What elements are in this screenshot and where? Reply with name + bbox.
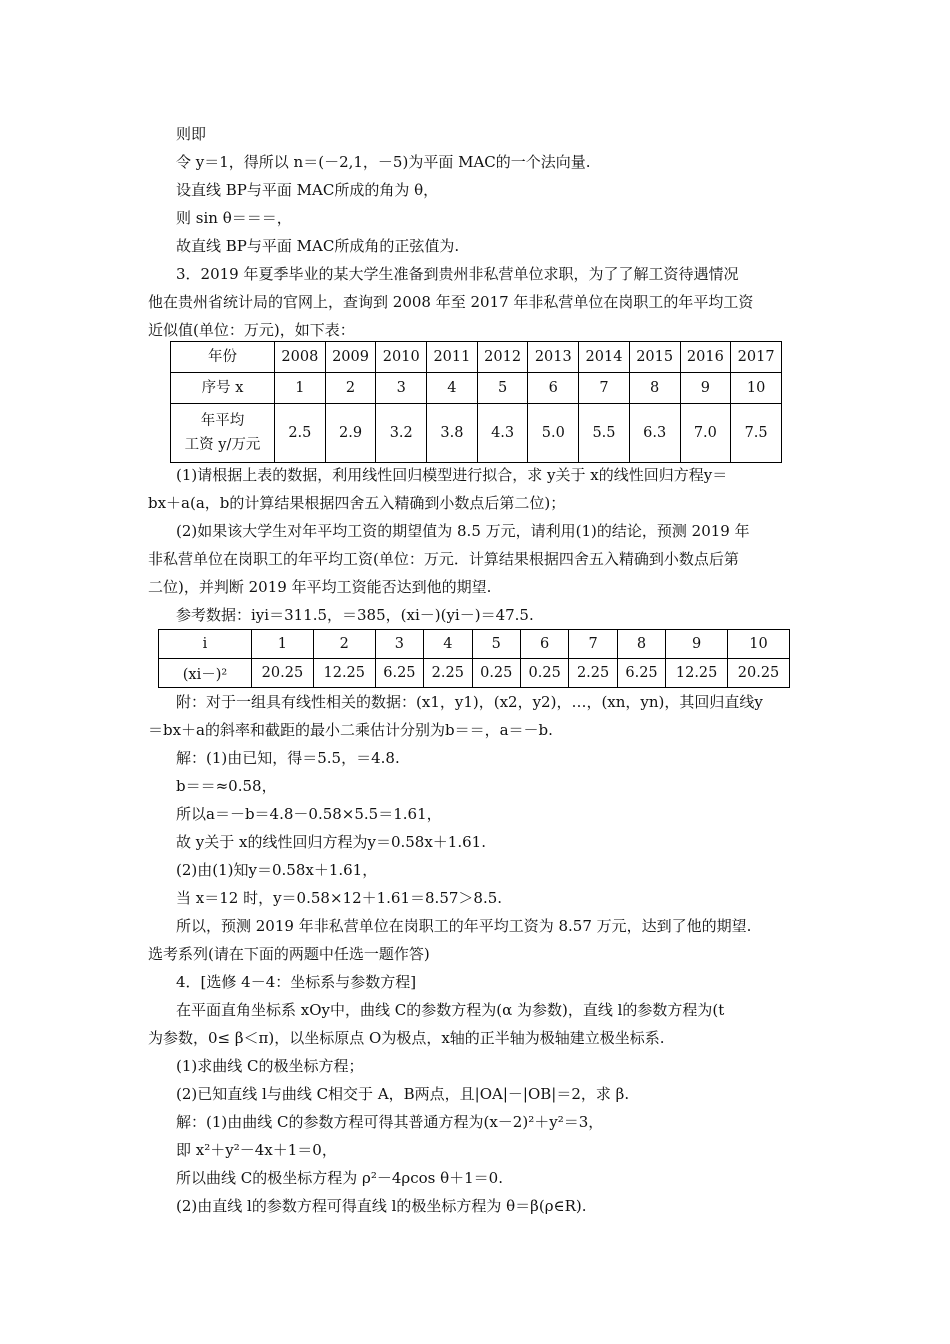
table-cell: 6.25 (375, 659, 423, 688)
table-row (171, 404, 782, 463)
table-cell: 8 (617, 630, 665, 659)
section-heading: 选考系列(请在下面的两题中任选一题作答) (148, 945, 430, 963)
table-cell: 5.0 (528, 404, 579, 463)
table-cell: 3.2 (376, 404, 427, 463)
text-line: (1)求曲线 C的极坐标方程； (176, 1057, 364, 1075)
table-cell: 10 (728, 630, 790, 659)
table-cell: 6 (520, 630, 568, 659)
table-cell: 7 (569, 630, 617, 659)
table-cell: 4.3 (477, 404, 528, 463)
text-line: 令 y＝1，得所以 n＝(－2,1，－5)为平面 MAC的一个法向量. (176, 153, 591, 171)
table-cell: 2.5 (275, 404, 326, 463)
table-cell: 2.25 (424, 659, 472, 688)
table-cell: 2016 (680, 342, 731, 373)
table-header-cell: i (159, 630, 252, 659)
text-line: ＝bx＋a的斜率和截距的最小二乘估计分别为b＝＝，a＝－b. (148, 721, 553, 739)
table-row (159, 630, 790, 659)
table-row (159, 659, 790, 688)
text-line: 故 y关于 x的线性回归方程为y＝0.58x＋1.61. (176, 833, 486, 851)
table-cell: 9 (680, 373, 731, 404)
table-cell: 2017 (731, 342, 782, 373)
table-cell: 8 (629, 373, 680, 404)
wage-table (170, 341, 782, 463)
table-cell: 20.25 (252, 659, 314, 688)
table-cell: 2.25 (569, 659, 617, 688)
text-line: 则即 (176, 125, 207, 143)
text-line: bx＋a(a，b的计算结果根据四舍五入精确到小数点后第二位)； (148, 494, 566, 512)
text-line: b＝＝≈0.58， (176, 777, 277, 795)
text-line: 解：(1)由曲线 C的参数方程可得其普通方程为(x－2)²＋y²＝3， (176, 1113, 604, 1131)
reference-table (158, 629, 790, 688)
problem-4-title: 4．[选修 4－4：坐标系与参数方程] (176, 973, 417, 991)
text-line: 设直线 BP与平面 MAC所成的角为 θ， (176, 181, 439, 199)
table-cell: 5.5 (579, 404, 630, 463)
table-cell: 6 (528, 373, 579, 404)
table-cell: 2008 (275, 342, 326, 373)
table-header-cell (171, 404, 275, 463)
table-cell: 10 (731, 373, 782, 404)
text-line: 近似值(单位：万元)，如下表： (148, 321, 355, 339)
table-cell: 20.25 (728, 659, 790, 688)
table-cell: 6.25 (617, 659, 665, 688)
table-cell: 0.25 (520, 659, 568, 688)
table-cell: 2 (313, 630, 375, 659)
text-line: 非私营单位在岗职工的年平均工资(单位：万元．计算结果根据四舍五入精确到小数点后第 (148, 550, 739, 568)
text-line: 当 x＝12 时，y＝0.58×12＋1.61＝8.57＞8.5. (176, 889, 503, 907)
text-line: 则 sin θ＝＝＝， (176, 209, 292, 227)
table-cell: 9 (666, 630, 728, 659)
table-cell: 2013 (528, 342, 579, 373)
table-header-cell: 年份 (171, 342, 275, 373)
text-line: (2)如果该大学生对年平均工资的期望值为 8.5 万元，请利用(1)的结论，预测 2019 年 (176, 522, 750, 540)
text-line: (2)已知直线 l与曲线 C相交于 A，B两点，且|OA|－|OB|＝2，求 β. (176, 1085, 630, 1103)
header-line: 工资 y/万元 (184, 437, 261, 453)
table-cell: 1 (252, 630, 314, 659)
table-cell: 1 (275, 373, 326, 404)
table-cell: 7 (579, 373, 630, 404)
text-line: 为参数，0≤ β＜π)，以坐标原点 O为极点，x轴的正半轴为极轴建立极坐标系. (148, 1029, 665, 1047)
text-line: 附：对于一组具有线性相关的数据：(x1，y1)，(x2，y2)，…，(xn，yn)，其回归直线y (176, 693, 763, 711)
text-line: 故直线 BP与平面 MAC所成角的正弦值为. (176, 237, 460, 255)
text-line: 解：(1)由已知，得＝5.5，＝4.8. (176, 749, 400, 767)
text-line: 所以，预测 2019 年非私营单位在岗职工的年平均工资为 8.57 万元，达到了他的期望. (176, 917, 752, 935)
problem-3-line: 3．2019 年夏季毕业的某大学生准备到贵州非私营单位求职，为了了解工资待遇情况 (176, 265, 739, 283)
table-cell: 7.5 (731, 404, 782, 463)
table-cell: 7.0 (680, 404, 731, 463)
table-cell: 0.25 (472, 659, 520, 688)
text-line: 参考数据：iyi＝311.5，＝385，(xi－)(yi－)＝47.5. (176, 606, 534, 624)
table-cell: 12.25 (313, 659, 375, 688)
table-cell: 2011 (427, 342, 478, 373)
text-line: (2)由(1)知y＝0.58x＋1.61， (176, 861, 378, 879)
table-cell: 4 (427, 373, 478, 404)
text-line: 即 x²＋y²－4x＋1＝0， (176, 1141, 337, 1159)
text-line: 在平面直角坐标系 xOy中，曲线 C的参数方程为(α 为参数)，直线 l的参数方程为(t (176, 1001, 725, 1019)
table-row (171, 342, 782, 373)
text-line: 二位)，并判断 2019 年平均工资能否达到他的期望. (148, 578, 492, 596)
table-cell: 3 (375, 630, 423, 659)
table-cell: 4 (424, 630, 472, 659)
table-cell: 2010 (376, 342, 427, 373)
text-line: 所以曲线 C的极坐标方程为 ρ²－4ρcos θ＋1＝0. (176, 1169, 503, 1187)
table-header-cell: (xi－)² (159, 659, 252, 688)
text-line: (1)请根据上表的数据，利用线性回归模型进行拟合，求 y关于 x的线性回归方程y＝ (176, 466, 728, 484)
table-cell: 3 (376, 373, 427, 404)
table-cell: 5 (477, 373, 528, 404)
table-cell: 6.3 (629, 404, 680, 463)
table-cell: 2014 (579, 342, 630, 373)
text-line: (2)由直线 l的参数方程可得直线 l的极坐标方程为 θ＝β(ρ∈R). (176, 1197, 587, 1215)
table-cell: 2012 (477, 342, 528, 373)
table-row (171, 373, 782, 404)
text-line: 所以a＝－b＝4.8－0.58×5.5＝1.61， (176, 805, 442, 823)
table-cell: 2 (325, 373, 376, 404)
table-cell: 3.8 (427, 404, 478, 463)
table-header-cell: 序号 x (171, 373, 275, 404)
table-cell: 5 (472, 630, 520, 659)
table-cell: 2.9 (325, 404, 376, 463)
header-line: 年平均 (200, 413, 245, 429)
text-line: 他在贵州省统计局的官网上，查询到 2008 年至 2017 年非私营单位在岗职工的年平均工资 (148, 293, 754, 311)
table-cell: 2009 (325, 342, 376, 373)
table-cell: 2015 (629, 342, 680, 373)
table-cell: 12.25 (666, 659, 728, 688)
